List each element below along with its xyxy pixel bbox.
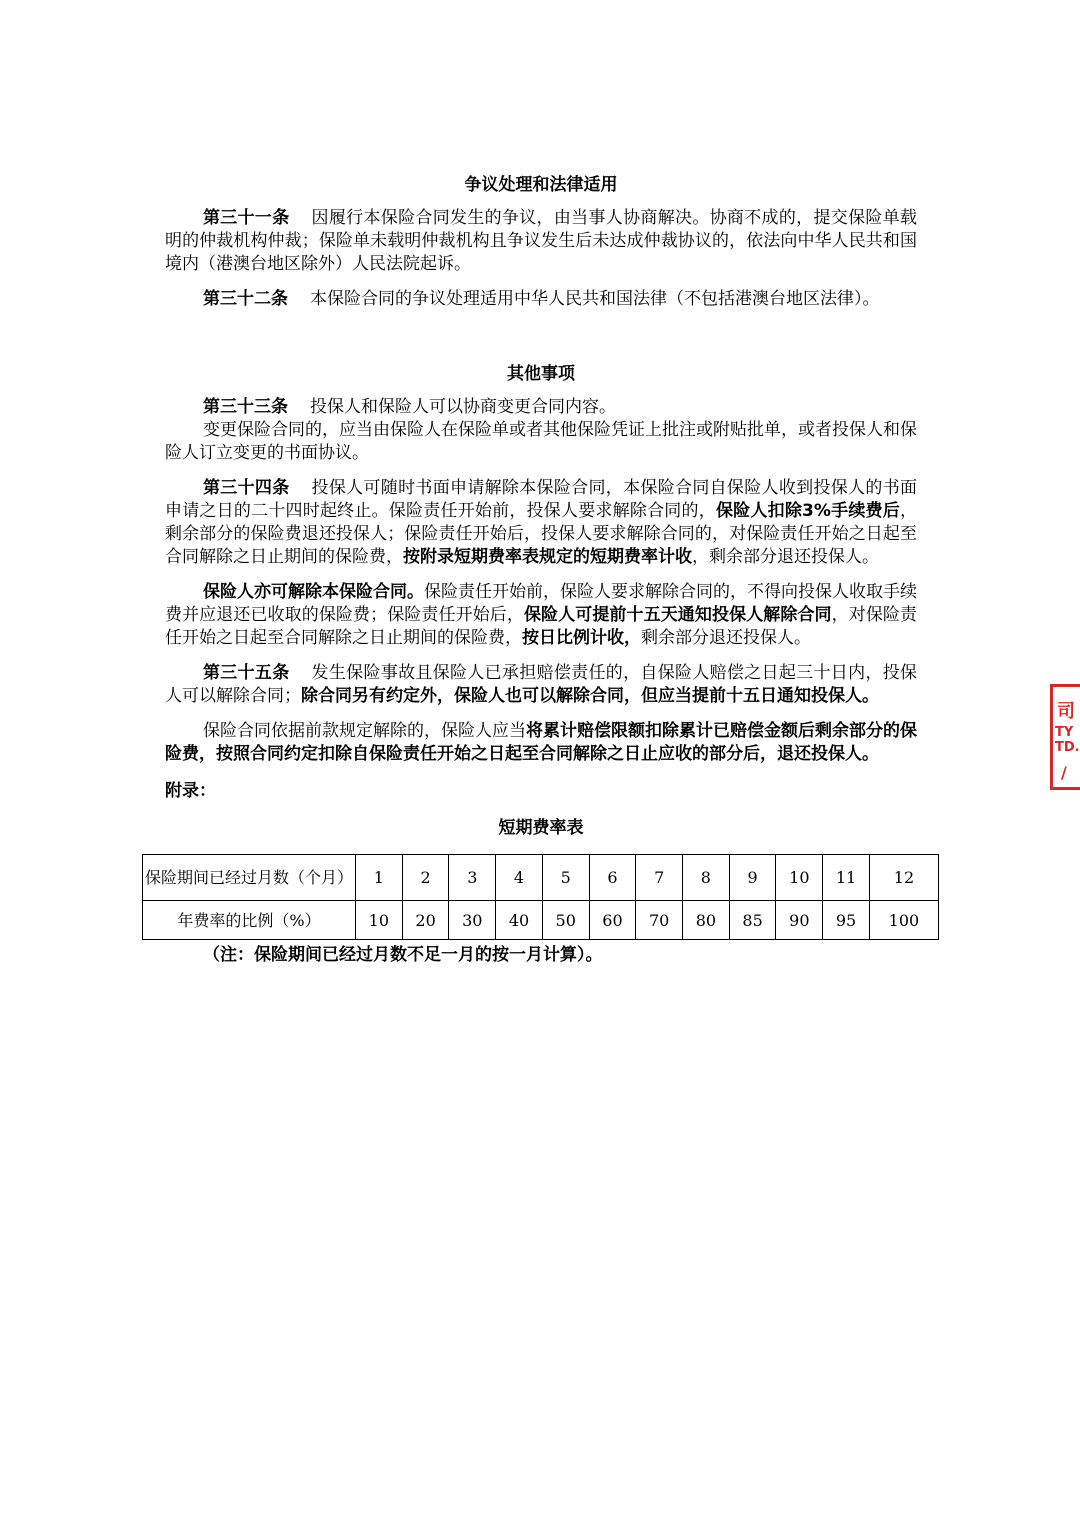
month-cell: 2 xyxy=(402,855,449,901)
rate-cell: 70 xyxy=(636,901,683,940)
month-cell: 6 xyxy=(589,855,636,901)
month-cell: 1 xyxy=(356,855,403,901)
refund-text-1: 保险合同依据前款规定解除的，保险人应当 xyxy=(203,721,526,741)
rate-cell: 50 xyxy=(542,901,589,940)
month-cell: 8 xyxy=(683,855,730,901)
month-cell: 10 xyxy=(776,855,823,901)
article-34-text-2: ，剩余部分的保险费退还投保人；保险责任开始后，投保人要求解除合同的，对保险责任开始之日起至合同解除之日止期间的保险费， xyxy=(165,501,917,567)
rate-cell: 90 xyxy=(776,901,823,940)
insurer-bold-1: 保险人亦可解除本保险合同。 xyxy=(203,582,424,602)
month-cell: 7 xyxy=(636,855,683,901)
refund-paragraph xyxy=(165,720,917,766)
month-cell: 4 xyxy=(496,855,543,901)
article-31-label: 第三十一条 xyxy=(203,208,290,228)
article-35-text-1: 发生保险事故且保险人已承担赔偿责任的，自保险人赔偿之日起三十日内，投保人可以解除合同； xyxy=(165,663,918,706)
article-32-label: 第三十二条 xyxy=(203,289,288,309)
article-35-label: 第三十五条 xyxy=(203,663,290,683)
insurer-text-3: 剩余部分退还投保人。 xyxy=(641,628,811,648)
article-34 xyxy=(165,477,917,569)
table-row-rates xyxy=(143,901,939,940)
seal-line-3: TD. xyxy=(1055,740,1080,755)
month-cell: 3 xyxy=(449,855,496,901)
insurer-termination-paragraph xyxy=(165,581,917,650)
article-34-bold-1: 保险人扣除3%手续费后 xyxy=(715,501,900,521)
month-cell: 11 xyxy=(823,855,870,901)
seal-text xyxy=(1055,725,1080,755)
appendix-label xyxy=(165,780,917,803)
article-31 xyxy=(165,207,917,276)
insurer-text-2: ，对保险责任开始之日起至合同解除之日止期间的保险费， xyxy=(165,605,918,648)
rate-cell: 95 xyxy=(823,901,870,940)
table-note-text: （注：保险期间已经过月数不足一月的按一月计算）。 xyxy=(203,945,603,965)
month-cell: 12 xyxy=(869,855,938,901)
article-35 xyxy=(165,662,917,708)
table-note xyxy=(165,944,917,967)
article-35-bold-1: 除合同另有约定外，保险人也可以解除合同，但应当提前十五日通知投保人。 xyxy=(301,686,879,706)
appendix-label-text: 附录： xyxy=(165,781,216,801)
article-32-text: 本保险合同的争议处理适用中华人民共和国法律（不包括港澳台地区法律）。 xyxy=(310,289,880,309)
rate-cell: 80 xyxy=(683,901,730,940)
section-title-other: 其他事项 xyxy=(507,364,575,384)
article-34-text-3: ，剩余部分退还投保人。 xyxy=(692,547,879,567)
article-32 xyxy=(165,288,917,311)
refund-bold-1: 将累计赔偿限额扣除累计已赔偿金额后剩余部分的保险费，按照合同约定扣除自保险责任开始之日起至合同解除之日止应收的部分后，退还投保人。 xyxy=(165,721,917,764)
months-header-cell: 保险期间已经过月数（个月） xyxy=(143,855,356,901)
short-term-rate-table xyxy=(142,854,939,940)
month-cell: 5 xyxy=(542,855,589,901)
rate-header-cell: 年费率的比例（%） xyxy=(143,901,356,940)
company-seal-fragment xyxy=(1050,684,1080,790)
article-34-label: 第三十四条 xyxy=(203,478,290,498)
rate-cell: 85 xyxy=(729,901,776,940)
table-row-months xyxy=(143,855,939,901)
rate-cell: 40 xyxy=(496,901,543,940)
table-title-text: 短期费率表 xyxy=(498,818,584,838)
seal-line-2: TY xyxy=(1055,725,1074,740)
article-33-label: 第三十三条 xyxy=(203,397,288,417)
article-34-text-1: 投保人可随时书面申请解除本保险合同，本保险合同自保险人收到投保人的书面申请之日的二十四时起终止。保险责任开始前，投保人要求解除合同的， xyxy=(165,478,918,521)
insurer-bold-2: 保险人可提前十五天通知投保人解除合同 xyxy=(523,605,832,625)
rate-cell: 30 xyxy=(449,901,496,940)
insurer-text-1: 保险责任开始前，保险人要求解除合同的，不得向投保人收取手续费并应退还已收取的保险费；保险责任开始后， xyxy=(165,582,917,625)
article-33 xyxy=(165,396,917,419)
insurer-bold-3: 按日比例计收， xyxy=(522,628,641,648)
document-page xyxy=(144,170,920,967)
rate-cell: 20 xyxy=(402,901,449,940)
month-cell: 9 xyxy=(729,855,776,901)
seal-mark: / xyxy=(1061,763,1067,782)
article-33-para2: 变更保险合同的，应当由保险人在保险单或者其他保险凭证上批注或附贴批单，或者投保人和保险人订立变更的书面协议。 xyxy=(165,420,917,463)
section-title-dispute: 争议处理和法律适用 xyxy=(464,175,618,195)
rate-cell: 10 xyxy=(356,901,403,940)
article-33-text: 投保人和保险人可以协商变更合同内容。 xyxy=(310,397,616,417)
rate-cell: 60 xyxy=(589,901,636,940)
seal-char: 司 xyxy=(1057,701,1075,722)
table-title xyxy=(165,817,917,840)
article-31-text: 因履行本保险合同发生的争议，由当事人协商解决。协商不成的，提交保险单载明的仲裁机构仲裁；保险单未载明仲裁机构且争议发生后未达成仲裁协议的，依法向中华人民共和国境内（港澳台地区除外）人民法院起诉。 xyxy=(165,208,918,274)
article-34-bold-2: 按附录短期费率表规定的短期费率计收 xyxy=(403,547,692,567)
rate-cell: 100 xyxy=(869,901,938,940)
